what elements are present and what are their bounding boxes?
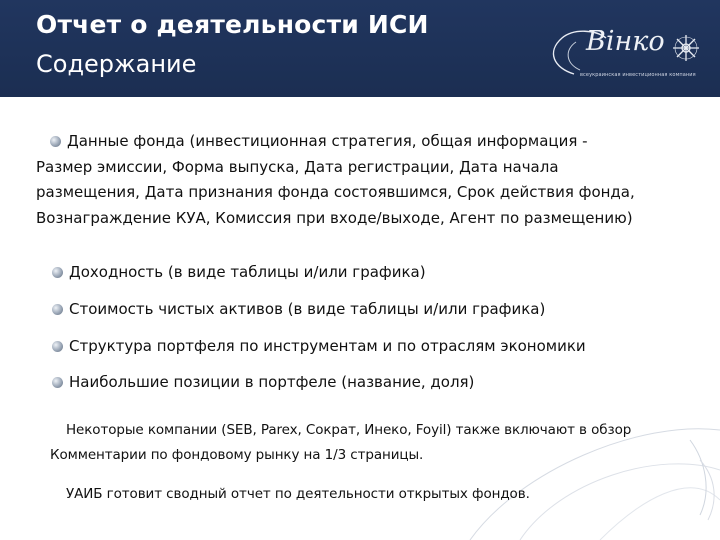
bullet-text: Данные фонда (инвестиционная стратегия, общая информация - Размер эмиссии, Форма выпуска, Дата регистрации, Дата начала размещения, Дата признания фонда состоявшимся, Срок действия фонда, Вознаграждение КУА, Комиссия при входе/выходе, Агент по размещению) [36,132,635,227]
bullet-item [52,370,692,396]
bullet-icon [52,341,63,352]
page-title: Отчет о деятельности ИСИ [36,10,429,39]
bullet-item [36,129,642,231]
bullet-text: Стоимость чистых активов (в виде таблицы и/или графика) [69,300,546,318]
bullet-text: Наибольшие позиции в портфеле (название, доля) [69,373,475,391]
bullet-text: Структура портфеля по инструментам и по отраслям экономики [69,337,586,355]
page-subtitle: Содержание [36,50,197,78]
header-bar [0,0,720,97]
bullet-item [52,297,692,323]
company-logo [540,24,710,84]
bullet-icon [50,136,61,147]
bullet-icon [52,267,63,278]
note-commentary: Некоторые компании (SEB, Parex, Сократ, Инеко, Foyil) также включают в обзор Комментарии по фондовому рынку на 1/3 страницы. [50,422,632,463]
logo-tagline: всеукраинская инвестиционная компания [580,72,696,78]
bullet-icon [52,377,63,388]
bullet-item [52,260,692,286]
logo-wordmark: Вінко [586,26,665,57]
bullet-icon [52,304,63,315]
bullet-item [52,334,692,360]
bullet-text: Доходность (в виде таблицы и/или графика) [69,263,426,281]
note-uaib: УАИБ готовит сводный отчет по деятельности открытых фондов. [66,486,530,502]
